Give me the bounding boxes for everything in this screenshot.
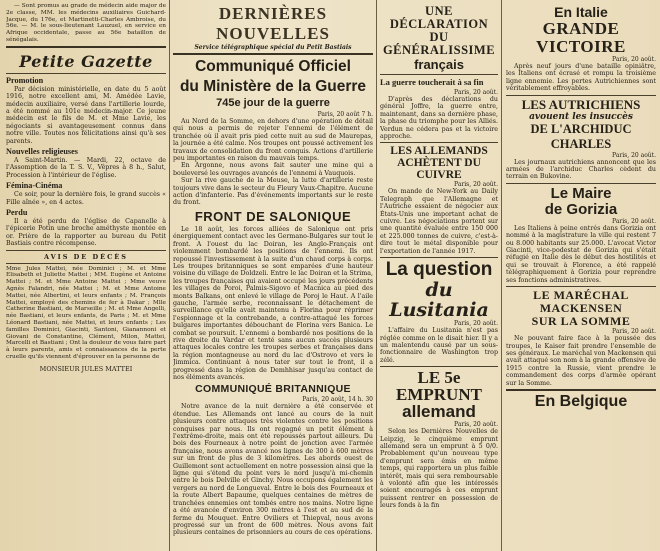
promotion-text: Par décision ministérielle, en date du 5 août 1916, notre excellent ami, M. Amédée Lavie, médecin auxiliaire, versé dans l'artillerie lourde, a été nommé au 101e médecin-major. Ce jeune médecin est le fils de M. et Mme Lavie, les négociants si avantageusement connus dans notre ville. Toutes nos félicitations ainsi qu'à ses parents.: [6, 85, 166, 145]
victoire-dateline: Paris, 20 août.: [612, 56, 656, 63]
column-petite-gazette: [6, 0, 166, 551]
emprunt-text: Selon les Dernières Nouvelles de Leipzig, le cinquième emprunt allemand sera un emprunt à 5 0/0. Probablement qu'un nouveau type d'emprunt sera émis en même temps, qui rapportera un plus faible intérêt, mais qui sera remboursable à volonté afin que les intéressés soient encouragés à ces emprunt puissent rentrer en possession de leurs fonds à la fin: [380, 428, 498, 510]
autrichiens-heading: LES AUTRICHIENS: [521, 96, 641, 112]
perdu-text: Il a été perdu de l'église de Capanelle à l'épicerie Potin une broche améthyste montée en or. Prière de la rapporter au bureau du Petit Bastiais contre récompense.: [6, 218, 166, 248]
grande-victoire-heading: GRANDE VICTOIRE: [536, 19, 626, 56]
communique-title: Communiqué Officiel: [195, 58, 351, 75]
autrichiens-subheading: avouent les insuccès: [529, 111, 633, 122]
maire-text: Les Italiens à peine entrés dans Gorizia ont nommé à la magistrature la ville qui restent 7 ou 8.000 habitants sur 25.000. L'avocat Victor Giacinti, vice-podestat de Gorizia qui s'était réfugié en Italie dès le début des hostilités et qui se trouvait à Florence, a été rappelé télégraphiquement à Gorizia pour reprendre ses fonctions administratives.: [506, 224, 656, 284]
marechal-text: Ne pouvant faire face à la poussée des troupes, le Kaiser fait prendre l'ensemble de ses généraux. Le maréchal von Mackensen qui avait attaqué son nom à la grande offensive de 1915 contre la Russie, vient prendre le commandement des corps d'armée opérant sur la Somme.: [506, 335, 656, 387]
promotion-heading: Promotion: [6, 75, 44, 85]
cinema-text: Ce soir, pour la dernière fois, le grand succès « Fille aînée », en 4 actes.: [6, 191, 166, 206]
archiduc-heading: DE L'ARCHIDUC CHARLES: [530, 121, 632, 151]
column-declaration: [380, 0, 498, 551]
mackensen-heading: MACKENSEN: [539, 301, 623, 316]
victoire-text: Après neuf jours d'une bataille opiniâtre, les Italiens ont écrasé et rompu la troisième ligne ennemie. Les pertes Autrichiennes sont véritablement effroyables.: [506, 63, 656, 93]
petite-gazette-title: Petite Gazette: [19, 51, 153, 71]
column-italie: [506, 0, 656, 551]
guerre-text: D'après des déclarations du général Joffre, la guerre entre, maintenant, dans sa dernière phase, la phase du triomphe pour les Alliés. Verdun ne cédera pas et la victoire approche.: [380, 96, 498, 141]
avis-deces-text: Mme Jules Mattei, née Dominici ; M. et Mme Elisabeth et Juliette Mattei ; MM. Eugène et Antoine Mattei ; M. et Mme Antoine Mattei ; Mme veuve Agnès Falandri, née Mattei ; M. et Mme Antoine Mattei, née Albertini, et leurs enfants ; M. François Mattei, employé des chemins de fer à Dakar ; Mlle Catherine Bastiani, de Marseille ; M. et Mme Angelli, née Bastiani, et leurs enfants, de Paris ; M. et Mme Léonard Bastiani, née Mattei, et leurs enfants ; Les familles Dominici, Giacinti, Santoni, Gianannoni et Giovani de Constantine, Clément, Milon, Mattei, Marcelli et Bastiani ; Ont la douleur de vous faire part à leurs parents, amis et connaissances de la perte cruelle qu'ils viennent d'éprouver en la personne de: [6, 265, 166, 361]
religious-text: A Saint-Martin. — Mardi, 22, octave de l'Assomption de la T. S. V., Vêpres à 8 h., Salut, Procession à l'intérieur de l'église.: [6, 157, 166, 179]
communique-para-1: Au Nord de la Somme, en dehors d'une opération de détail qui nous a permis de rejeter l'ennemi de l'élément de tranchée où il avait pris pied cette nuit au sud de Maurepas, la journée a été calme. Nos troupes ont poussé activement les travaux de consolidation du front conquis. Actions d'artillerie peu importantes en raison du mauvais temps.: [173, 118, 373, 163]
declaration-francais: français: [414, 57, 464, 72]
autrichiens-dateline: Paris, 20 août.: [612, 151, 656, 159]
masthead-subtitle: Service télégraphique spécial du Petit Bastiais: [194, 44, 352, 51]
communique-para-3: Sur la rive gauche de la Meuse, la lutte d'artillerie reste toujours vive dans le secteur du Fleury Vaux-Chapitre. Aucune action d'infanterie. Pas d'événements importants sur le reste du front.: [173, 177, 373, 207]
declaration-heading: UNE DÉCLARATION DU GÉNÉRALISSIME: [382, 4, 496, 57]
religious-heading: Nouvelles religieuses: [6, 147, 78, 157]
question-heading: La question: [385, 259, 493, 281]
italie-heading: En Italie: [554, 4, 608, 20]
allemands-cuivre-heading: LES ALLEMANDS ACHÈTENT DU CUIVRE: [390, 145, 488, 182]
communique-para-2: En Argonne, nous avons fait sauter une mine qui a bouleversé les ouvrages avancés de l'ennemi à Vauquois.: [173, 162, 373, 177]
maire-heading: Le Maire: [550, 184, 612, 202]
emprunt-dateline: Paris, 20 août.: [454, 421, 498, 429]
front-salonique-heading: FRONT DE SALONIQUE: [194, 208, 352, 224]
dateline: Paris, 20 août 7 h.: [317, 111, 373, 118]
emprunt-heading: LE 5e EMPRUNT: [396, 368, 482, 405]
jour-guerre-heading: 745e jour de la guerre: [216, 97, 330, 109]
gorizia-heading: de Gorizia: [544, 200, 618, 218]
marechal-heading: LE MARÉCHAL: [533, 288, 629, 303]
question-text: L'affaire du Lusitania n'est pas réglée comme on le disait hier. Il y a un malentendu causé par un sous-fonctionnaire de Washington trop zélé.: [380, 327, 498, 364]
guerre-fin-heading: La guerre toucherait à sa fin: [380, 77, 484, 87]
allemands-dateline: Paris, 20 août.: [454, 181, 498, 189]
cinema-heading: Fémina-Cinéma: [6, 181, 63, 191]
top-notice: — Sont promus au grade de médecin aide major de 2e classe, MM. les médecins auxiliaires Guichard-Jacque, du 176e, et Martinetti-Charles Ambroise, du 56e. — M. le sous-lieutenant Lauzuel, en service en Afrique occidentale, passe au 56e bataillon de sénégalais.: [6, 3, 166, 43]
avis-deces-heading: AVIS DE DÉCÈS: [44, 252, 128, 261]
ministere-title: du Ministère de la Guerre: [179, 78, 367, 95]
autrichiens-text: Les journaux autrichiens annoncent que les armées de l'archiduc Charles cèdent du terrain en Bukovine.: [506, 158, 656, 181]
maire-dateline: Paris, 20 août.: [612, 217, 656, 225]
marechal-dateline: Paris, 20 août.: [612, 328, 656, 336]
brit-dateline: Paris, 20 août, 14 h. 30: [302, 396, 373, 404]
deceased-name: MONSIEUR JULES MATTEI: [39, 364, 133, 373]
question-dateline: Paris, 20 août.: [454, 320, 498, 328]
somme-heading: SUR LA SOMME: [531, 314, 631, 329]
masthead-title: DERNIÈRES NOUVELLES: [216, 4, 330, 43]
column-dernieres-nouvelles: [173, 0, 373, 551]
lusitania-heading: du Lusitania: [389, 279, 489, 322]
britannique-text: Notre avance de la nuit dernière a été conservée et étendue. Les Allemands ont lancé au cours de la nuit plusieurs contre attaques très violentes contre les positions conquises par nous. Ils ont regagné un petit élément à l'extrême-droite, mais ont été repoussés partout ailleurs. Du bois des Fourneaux à notre point de jonction avec l'armée française, nous avons avancé nos lignes de 300 à 600 mètres sur un front de plus de 3 kilomètres. Les abords ouest de Guillemont sont actuellement en notre possession ainsi que la ligne qui s'étend du point vers le nord jusqu'à mi-chemin entre le bois Delville et Ginchy. Nous occupons également les vergers au nord de Longueval. Entre le bois des Fourneaux et la route Albert Bapaume, quelques centaines de mètres de tranchées ennemies ont tombés entre nos mains. Notre ligne a été avancée d'environ 300 mètres à l'est et au sud de la ferme du Mouquet. Entre Oviliers et Thiepval, nous avons progressé sur un front de 600 mètres. Nous avons fait plusieurs centaines de prisonniers au cours de ces opérations.: [173, 403, 373, 537]
guerre-dateline: Paris, 20 août.: [454, 89, 498, 96]
emprunt-allemand-heading: allemand: [402, 402, 476, 422]
communique-britannique-heading: COMMUNIQUÉ BRITANNIQUE: [195, 383, 351, 396]
salonique-text: Le 18 août, les forces alliées de Salonique ont pris énergiquement contact avec les Germano-Bulgares sur tout le front. A l'ouest du lac Doiran, les Anglo-Français ont violemment bombardé les positions de l'ennemi. Ils ont repoussé l'investissement à la suite d'un chaud corps à corps. Les troupes britanniques se sont emparées d'une hauteur voisine du village de Doldzeli. Entre le lac Doiran et la Strima, les troupes françaises qui avaient occupé les jours précédents les villages de Poroi, Palmis-Sigovo et Macnica au pied des monts Balkans, ont enlevé le village de Poroj le Haut. A l'aile gauche, l'armée serbe, reconnaissant le détachement de surveillance qu'elle avait maintenu à Florina pour réprimer l'espionnage et la contrebande, a contre-attaqué les forces bulgares importantes débouchant de Florina vers Banica. Le combat se poursuit. L'ennemi a bombardé nos positions de la rive droite du Vardar et tenté sans aucun succès plusieurs attaques locales contre les troupes serbes et françaises dans la région montagneuse au nord du lac d'Ostrovo et vers le Jimmica. Continuant à nous tater sur tout le front, il a progressé dans la région de Demhhisar jusqu'au contact de nos éléments avancés.: [173, 225, 373, 381]
perdu-heading: Perdu: [6, 208, 28, 218]
belgique-heading: En Belgique: [534, 392, 628, 410]
allemands-text: On mande de New-York au Daily Telegraph que l'Allemagne et l'Autriche essaient de négocier aux États-Unis une important achat de cuivre. Les négociations portent sur une quantité évaluée entre 150 000 et 225.000 tonnes de cuivre, c'est-à-dire tout le métal disponible pour l'exportation de l'année 1917.: [380, 188, 498, 255]
